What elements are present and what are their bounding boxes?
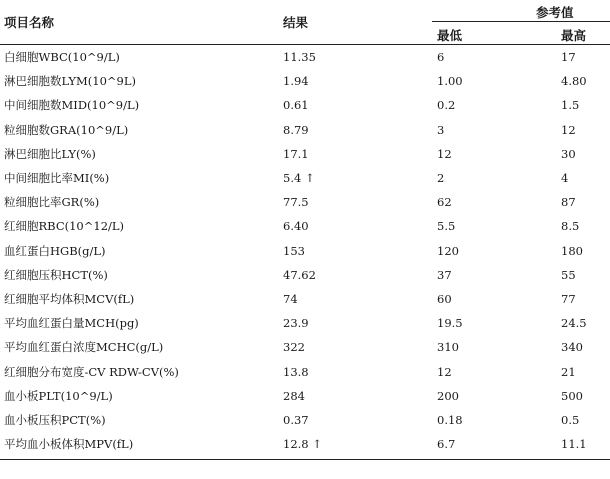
table-row xyxy=(0,384,610,408)
row-max: 77 xyxy=(561,292,576,306)
reference-divider xyxy=(432,21,610,22)
table-row xyxy=(0,408,610,432)
row-max: 55 xyxy=(561,267,576,282)
row-result: 322 xyxy=(283,340,305,355)
row-name: 中间细胞数MID(10^9/L) xyxy=(4,98,140,113)
row-result: 47.62 xyxy=(283,267,316,282)
row-result: 74 xyxy=(283,292,298,306)
row-min: 60 xyxy=(437,292,452,306)
row-name: 淋巴细胞数LYM(10^9L) xyxy=(4,74,136,89)
row-min: 0.2 xyxy=(437,98,456,113)
row-name: 白细胞WBC(10^9/L) xyxy=(4,50,120,64)
row-max: 21 xyxy=(561,364,576,379)
header-min: 最低 xyxy=(437,28,463,43)
row-max: 30 xyxy=(561,146,576,161)
header-item-name: 项目名称 xyxy=(4,15,55,30)
row-name: 红细胞RBC(10^12/L) xyxy=(4,219,125,234)
row-name: 平均血红蛋白浓度MCHC(g/L) xyxy=(4,340,164,355)
row-max: 11.1 xyxy=(561,437,587,452)
row-max: 17 xyxy=(561,50,576,64)
row-min: 6 xyxy=(437,50,445,64)
row-result: 13.8 xyxy=(283,364,309,379)
row-min: 19.5 xyxy=(437,316,463,331)
row-name: 平均血红蛋白量MCH(pg) xyxy=(4,316,139,331)
table-row xyxy=(0,214,610,238)
row-name: 血小板压积PCT(%) xyxy=(4,413,106,427)
table-row xyxy=(0,311,610,335)
row-max: 87 xyxy=(561,195,576,210)
row-max: 500 xyxy=(561,388,583,403)
row-max: 24.5 xyxy=(561,316,587,331)
row-result: 0.61 xyxy=(283,98,309,113)
row-min: 120 xyxy=(437,243,459,258)
row-result: 12.8 ↑ xyxy=(283,437,322,452)
row-name: 红细胞平均体积MCV(fL) xyxy=(4,292,135,306)
row-name: 粒细胞比率GR(%) xyxy=(4,195,100,210)
row-name: 淋巴细胞比LY(%) xyxy=(4,146,96,161)
row-result: 0.37 xyxy=(283,413,309,427)
row-name: 红细胞压积HCT(%) xyxy=(4,267,108,282)
table-row xyxy=(0,166,610,190)
table-row xyxy=(0,118,610,142)
row-min: 1.00 xyxy=(437,74,463,89)
row-name: 血红蛋白HGB(g/L) xyxy=(4,243,106,258)
row-min: 62 xyxy=(437,195,452,210)
row-min: 3 xyxy=(437,122,445,137)
row-result: 11.35 xyxy=(283,50,316,64)
table-row xyxy=(0,335,610,359)
row-result: 5.4 ↑ xyxy=(283,171,315,185)
row-min: 310 xyxy=(437,340,459,355)
row-result: 1.94 xyxy=(283,74,309,89)
row-min: 5.5 xyxy=(437,219,456,234)
row-result: 8.79 xyxy=(283,122,309,137)
row-result: 23.9 xyxy=(283,316,309,331)
table-row xyxy=(0,93,610,117)
row-max: 4.80 xyxy=(561,74,587,89)
row-min: 12 xyxy=(437,146,452,161)
row-name: 中间细胞比率MI(%) xyxy=(4,171,110,185)
row-result: 6.40 xyxy=(283,219,309,234)
header-max: 最高 xyxy=(561,28,587,43)
header-result: 结果 xyxy=(283,15,309,30)
row-name: 平均血小板体积MPV(fL) xyxy=(4,437,134,452)
row-max: 4 xyxy=(561,171,569,185)
table-row xyxy=(0,287,610,311)
row-max: 340 xyxy=(561,340,583,355)
row-result: 284 xyxy=(283,388,305,403)
row-max: 1.5 xyxy=(561,98,580,113)
row-max: 0.5 xyxy=(561,413,580,427)
row-min: 6.7 xyxy=(437,437,456,452)
row-result: 153 xyxy=(283,243,305,258)
table-bottom-rule xyxy=(0,459,610,460)
row-result: 17.1 xyxy=(283,146,309,161)
row-name: 红细胞分布宽度-CV RDW-CV(%) xyxy=(4,364,179,379)
row-max: 180 xyxy=(561,243,583,258)
table-row xyxy=(0,360,610,384)
table-row xyxy=(0,432,610,456)
row-result: 77.5 xyxy=(283,195,309,210)
row-max: 12 xyxy=(561,122,576,137)
row-min: 200 xyxy=(437,388,459,403)
row-min: 12 xyxy=(437,364,452,379)
row-min: 37 xyxy=(437,267,452,282)
row-min: 0.18 xyxy=(437,413,463,427)
row-max: 8.5 xyxy=(561,219,580,234)
row-name: 血小板PLT(10^9/L) xyxy=(4,388,113,403)
table-row xyxy=(0,45,610,69)
table-row xyxy=(0,239,610,263)
row-name: 粒细胞数GRA(10^9/L) xyxy=(4,122,129,137)
table-row xyxy=(0,69,610,93)
table-row xyxy=(0,142,610,166)
header-reference: 参考值 xyxy=(536,5,574,20)
table-row xyxy=(0,190,610,214)
row-min: 2 xyxy=(437,171,445,185)
table-row xyxy=(0,263,610,287)
